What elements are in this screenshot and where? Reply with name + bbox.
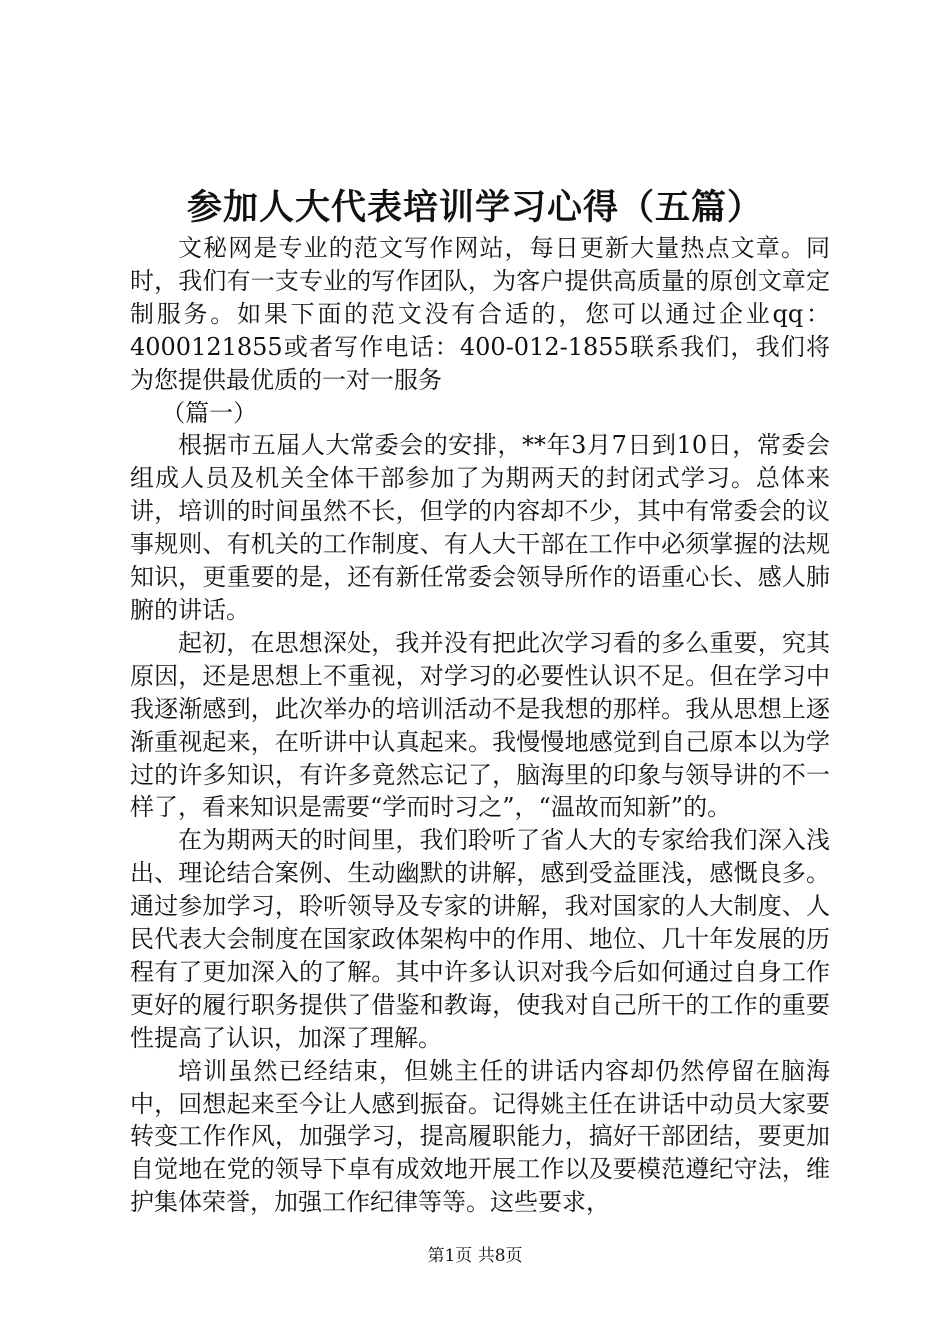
document-body [130,232,830,1219]
body-paragraph-2: 起初，在思想深处，我并没有把此次学习看的多么重要，究其原因，还是思想上不重视，对学习的必要性认识不足。但在学习中我逐渐感到，此次举办的培训活动不是我想的那样。我从思想上逐渐重视起来，在听讲中认真起来。我慢慢地感觉到自己原本以为学过的许多知识，有许多竟然忘记了，脑海里的印象与领导讲的不一样了，看来知识是需要“学而时习之”，“温故而知新”的。 [130,628,830,822]
page-footer [0,1244,950,1268]
page-indicator: 第1页 共8页 [427,1246,523,1266]
section-label: （篇一） [161,398,258,427]
body-paragraph-1: 根据市五届人大常委会的安排，**年3月7日到10日，常委会组成人员及机关全体干部参加了为期两天的封闭式学习。总体来讲，培训的时间虽然不长，但学的内容却不少，其中有常委会的议事规则、有机关的工作制度、有人大干部在工作中必须掌握的法规知识，更重要的是，还有新任常委会领导所作的语重心长、感人肺腑的讲话。 [130,431,830,624]
document-title: 参加人大代表培训学习心得（五篇） [186,187,763,228]
body-paragraph-3: 在为期两天的时间里，我们聆听了省人大的专家给我们深入浅出、理论结合案例、生动幽默的讲解，感到受益匪浅，感慨良多。通过参加学习，聆听领导及专家的讲解，我对国家的人大制度、人民代表大会制度在国家政体架构中的作用、地位、几十年发展的历程有了更加深入的了解。其中许多认识对我今后如何通过自身工作更好的履行职务提供了借鉴和教诲，使我对自己所干的工作的重要性提高了认识，加深了理解。 [130,826,830,1052]
intro-paragraph: 文秘网是专业的范文写作网站，每日更新大量热点文章。同时，我们有一支专业的写作团队，为客户提供高质量的原创文章定制服务。如果下面的范文没有合适的，您可以通过企业qq：4000121855或者写作电话：400-012-1855联系我们，我们将为您提供最优质的一对一服务 [130,234,830,394]
body-paragraph-4: 培训虽然已经结束，但姚主任的讲话内容却仍然停留在脑海中，回想起来至今让人感到振奋。记得姚主任在讲话中动员大家要转变工作作风，加强学习，提高履职能力，搞好干部团结，要更加自觉地在党的领导下卓有成效地开展工作以及要模范遵纪守法，维护集体荣誉，加强工作纪律等等。这些要求， [130,1056,830,1217]
